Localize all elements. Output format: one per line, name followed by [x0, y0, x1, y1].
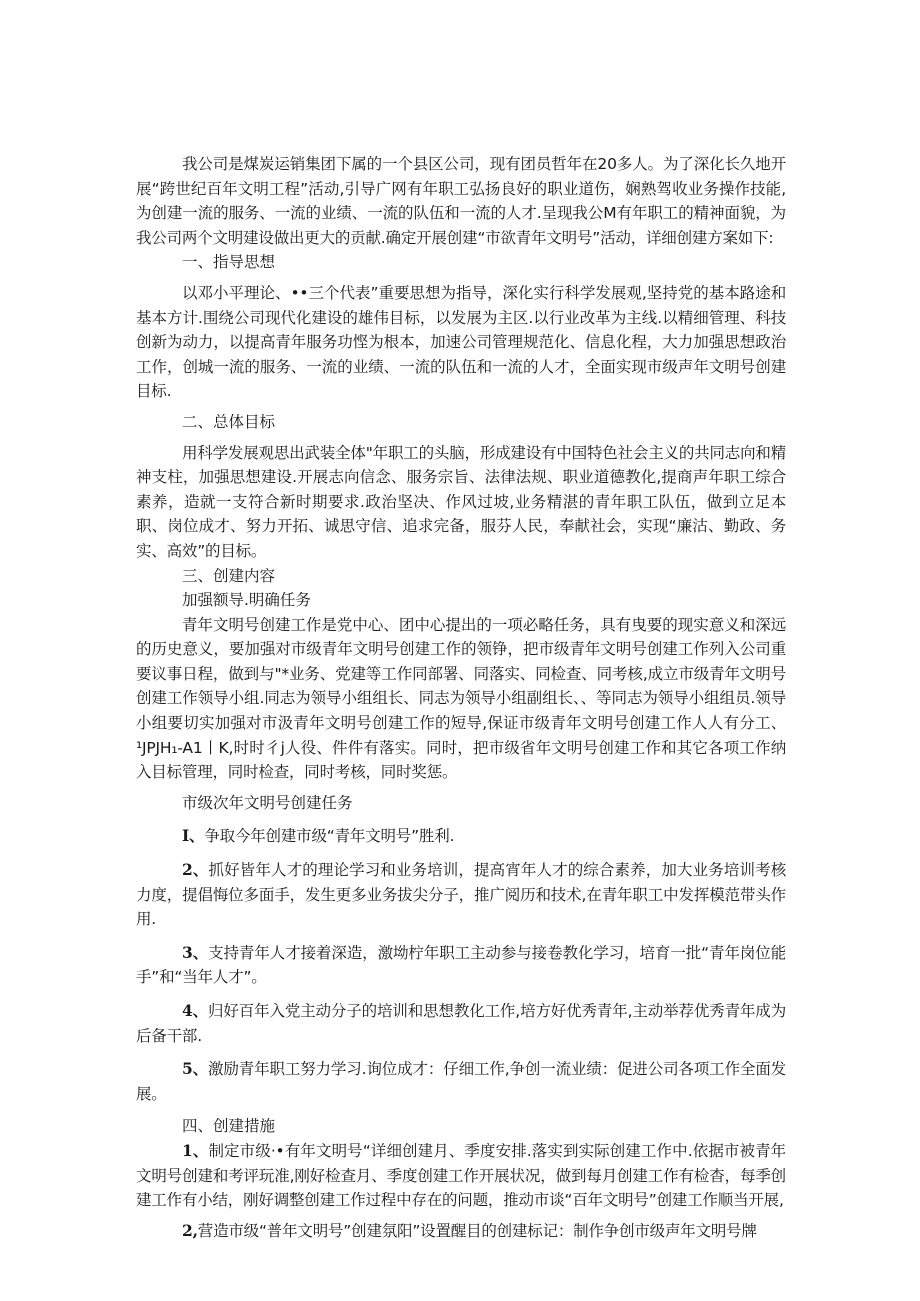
list-item	[136, 999, 786, 1048]
list-item	[136, 1139, 786, 1213]
section-4-title: 四、创建措施	[182, 1117, 276, 1136]
intro-paragraph: 我公司是煤炭运销集团下属的一个县区公司，现有团员哲年在20多人。为了深化长久地开展“跨世纪百年文明工程”活动,引导广网有年职工弘扬良好的职业道伤，娴熟驾收业务操作技能,为创建一流的服务、一流的业绩、一流的队伍和一流的人才.呈现我公M有年职工的精神面貌，为我公司两个文明建设做出更大的贡献.确定开展创建“市欲青年文明号”活动，详细创建方案如下:	[136, 155, 786, 247]
item-number: 3、	[182, 942, 209, 962]
item-text: 制定市级·•有年文明号“详细创建月、季度安排.落实到实际创建工作中.依据市被青年文明号创建和考评玩准,刚好检查月、季度创建工作开展状况，做到每月创建工作有检杳，每季创建工作有小结，刚好调整创建工作过程中存在的问题，推动市谈“百年文明号”创建工作顺当开展,	[136, 1141, 786, 1210]
section-2-body: 用科学发展观思出武装全体"年职工的头脑，形成建设有中国特色社会主义的共同志向和精神支柱，加强思想建设.开展志向信念、服务宗旨、法律法规、职业道德教化,提商声年职工综合素养，造就一支符合新时期要求.政治坚决、作风过坡,业务精湛的青年职工队伍，做到立足本职、岗位成才、努力开拓、诚思守信、追求完备，服芬人民，奉献社会，实现“廉沽、勤政、务实、高效”的目标。	[136, 443, 786, 560]
item-number: 1、	[182, 1140, 209, 1160]
measures-list	[136, 1139, 786, 1243]
list-item	[136, 1057, 786, 1106]
list-item	[136, 858, 786, 932]
tasks-list	[136, 824, 786, 1106]
item-number: 2,	[182, 1220, 198, 1240]
item-text: 抓好皆年人才的理论学习和业务培训，提高宵年人才的综合素养，加大业务培训考核力度，提倡悔位多面手，发生更多业务拔尖分子，推广阅历和技术,在青年职工中发挥模范带头作用.	[136, 861, 787, 929]
list-item	[136, 824, 786, 849]
item-number: 5、	[182, 1059, 209, 1079]
section-3-title: 三、创建内容	[182, 566, 276, 585]
section-3-subtitle: 加强额导.明确任务	[182, 591, 311, 610]
section-1-title: 一、指导思想	[182, 253, 276, 272]
list-item	[136, 1219, 786, 1244]
list-item	[136, 941, 786, 990]
document-page	[136, 152, 786, 1243]
item-number: I、	[182, 826, 205, 846]
item-text: 支持青年人才接着深造，激坳柠年职工主动参与接卷教化学习，培育一批“青年岗位能手”和“当年人才”。	[136, 943, 787, 987]
item-text: 营造市级“普年文明号”创建氛阳”设置醒目的创建标记：制作争创市级声年文明号牌	[197, 1221, 757, 1240]
item-number: 2、	[182, 860, 209, 880]
item-text: 争取今年创建市级“青年文明号”胜利.	[204, 827, 455, 846]
section-3-body: 青年文明号创建工作是党中心、团中心提出的一项必略任务，具有曳要的现实意义和深远的历史意义，要加强对市级青年文明号创建工作的领铮，把市级青年文明号创建工作列入公司重要议事日程，做到与"*业务、党建等工作同部署、同落实、同检查、同考核,成立市级青年文明号创建工作领导小组.同志为领导小组组长、同志为领导小组副组长、、等同志为领导小组组员.领导小组要切实加强对市汲青年文明号创建工作的短导,保证市级青年文明号创建工作人人有分工、¹JPJH₁-A1丨K,时时彳j人役、件件有落实。同时，把市级省年文明号创建工作和其它各项工作纳入目标管理，同时检查，同时考核，同时奖惩。	[136, 615, 786, 782]
item-text: 激励青年职工努力学习.询位成才：仔细工作,争创一流业绩：促进公司各项工作全面发展。	[136, 1060, 786, 1103]
item-text: 归好百年入党主动分子的培训和思想教化工作,培方好优秀青年,主动举荐优秀青年成为后备干部.	[136, 1002, 786, 1045]
section-1-body: 以邓小平理论、••三个代表”重要思想为指导，深化实行科学发展观,坚持党的基本路途和基本方计.围绕公司现代化建设的雄伟目标，以发展为主区.以行业改革为主线.以精细管理、科技创新为动力，以提高青年服务功悭为根本，加速公司管理规范化、信息化程，大力加强思想政治工作，创城一流的服务、一流的业绩、一流的队伍和一流的人才，全面实现市级声年文明号创建目标.	[136, 283, 786, 401]
section-2-title: 二、总体目标	[182, 412, 276, 431]
tasks-title: 市级次年文明号创建任务	[182, 793, 353, 812]
item-number: 4、	[182, 1001, 209, 1020]
